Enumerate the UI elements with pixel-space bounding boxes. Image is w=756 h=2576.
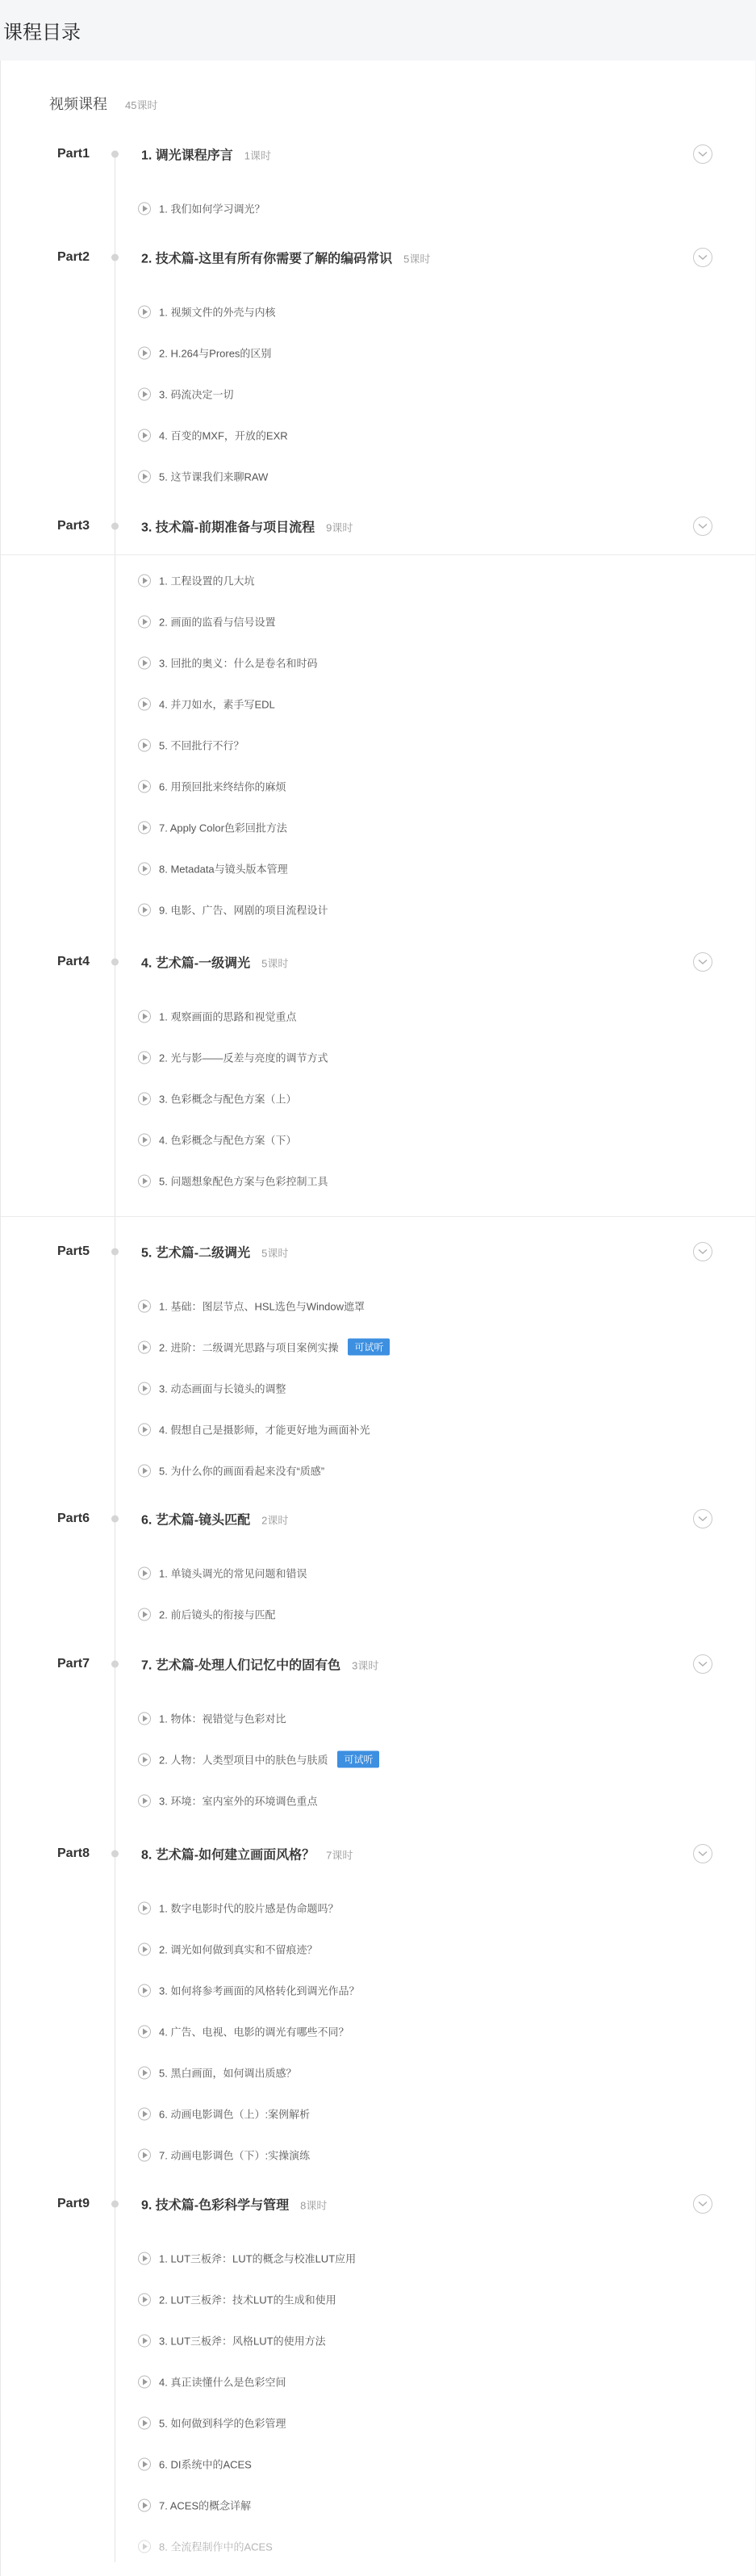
lesson-title: 4. 真正读懂什么是色彩空间 — [159, 2376, 286, 2389]
lesson-item[interactable] — [138, 1566, 307, 1581]
lesson-item[interactable] — [138, 2498, 251, 2513]
trial-badge[interactable]: 可试听 — [337, 1751, 379, 1768]
lesson-title: 1. 我们如何学习调光？ — [159, 203, 265, 215]
lesson-item[interactable] — [138, 820, 287, 835]
lesson-title: 9. 电影、广告、网剧的项目流程设计 — [159, 904, 328, 917]
lesson-title: 1. 单镜头调光的常见问题和错误 — [159, 1567, 307, 1580]
chevron-down-icon[interactable] — [693, 1242, 712, 1261]
part-label: Part6 — [57, 1512, 90, 1525]
chapter-hours: 5课时 — [261, 957, 289, 970]
play-icon — [138, 862, 151, 875]
page-title: 课程目录 — [3, 22, 81, 44]
chapter-hours: 8课时 — [300, 2199, 328, 2212]
play-icon — [138, 1712, 151, 1725]
play-icon — [138, 1566, 151, 1579]
play-icon — [138, 1010, 151, 1022]
lesson-title: 5. 为什么你的画面看起来没有“质感” — [159, 1465, 325, 1478]
chapter-header — [141, 1243, 288, 1261]
lesson-title: 3. 环境：室内室外的环境调色重点 — [159, 1795, 318, 1808]
lesson-title: 6. 用预回批来终结你的麻烦 — [159, 780, 286, 793]
play-icon — [138, 1174, 151, 1187]
timeline-dot — [111, 151, 119, 158]
chapter-hours: 7课时 — [326, 1849, 353, 1862]
play-icon — [138, 2252, 151, 2264]
lesson-title: 5. 如何做到科学的色彩管理 — [159, 2417, 286, 2430]
play-icon — [138, 1464, 151, 1477]
chapter-header — [141, 1510, 288, 1528]
trial-badge[interactable]: 可试听 — [348, 1339, 390, 1356]
lesson-title: 3. 动态画面与长镜头的调整 — [159, 1382, 286, 1395]
lesson-item[interactable] — [138, 1173, 328, 1189]
play-icon — [138, 470, 151, 483]
lesson-title: 6. 动画电影调色（上）:案例解析 — [159, 2108, 311, 2121]
lesson-item[interactable] — [138, 1942, 317, 1957]
lesson-item[interactable] — [138, 469, 268, 484]
lesson-title: 2. 前后镜头的衔接与匹配 — [159, 1608, 276, 1621]
lesson-item[interactable] — [138, 1091, 296, 1106]
lesson-title: 1. 基础：图层节点、HSL选色与Window遮罩 — [159, 1300, 365, 1313]
lesson-item[interactable] — [138, 2065, 296, 2080]
lesson-item[interactable] — [138, 1132, 296, 1148]
lesson-title: 2. 调光如何做到真实和不留痕迹？ — [159, 1943, 318, 1956]
lesson-title: 8. 全流程制作中的ACES — [159, 2540, 273, 2553]
play-icon — [138, 2334, 151, 2347]
part-label: Part9 — [57, 2197, 90, 2210]
lesson-item[interactable] — [138, 2415, 286, 2431]
lesson-title: 2. 光与影——反差与亮度的调节方式 — [159, 1052, 328, 1064]
lesson-title: 3. LUT三板斧：风格LUT的使用方法 — [159, 2335, 326, 2348]
lesson-item[interactable] — [138, 1901, 338, 1916]
play-icon — [138, 697, 151, 710]
play-icon — [138, 2416, 151, 2429]
chapter-title: 8. 艺术篇-如何建立画面风格？ — [141, 1848, 315, 1863]
chapter-header — [141, 1655, 378, 1674]
lesson-item[interactable] — [138, 1607, 275, 1622]
chapter-header — [141, 2195, 327, 2214]
lesson-item[interactable] — [138, 387, 233, 402]
part-label: Part1 — [57, 147, 90, 161]
lesson-item[interactable] — [138, 779, 286, 794]
lesson-title: 7. Apply Color色彩回批方法 — [159, 822, 287, 834]
lesson-title: 3. 如何将参考画面的风格转化到调光作品？ — [159, 1984, 360, 1997]
play-icon — [138, 2540, 151, 2553]
play-icon — [138, 1299, 151, 1312]
chapter-hours: 9课时 — [326, 521, 353, 534]
chevron-down-icon[interactable] — [693, 2194, 712, 2214]
play-icon — [138, 346, 151, 359]
chapter-title: 3. 技术篇-前期准备与项目流程 — [141, 521, 315, 535]
chapter-title: 4. 艺术篇-一级调光 — [141, 956, 251, 971]
lesson-item[interactable] — [138, 2374, 286, 2390]
lesson-item[interactable] — [138, 1339, 390, 1356]
lesson-item[interactable] — [138, 2106, 310, 2122]
lesson-item[interactable] — [138, 1711, 286, 1726]
chapter-header — [141, 517, 353, 536]
play-icon — [138, 305, 151, 318]
lesson-item[interactable] — [138, 2539, 273, 2554]
play-icon — [138, 1133, 151, 1146]
play-icon — [138, 1901, 151, 1914]
lesson-item[interactable] — [138, 428, 288, 443]
video-section-count: 45课时 — [125, 99, 158, 111]
play-icon — [138, 1340, 151, 1353]
play-icon — [138, 1092, 151, 1105]
play-icon — [138, 574, 151, 587]
play-icon — [138, 429, 151, 441]
play-icon — [138, 656, 151, 669]
timeline-dot — [111, 1850, 119, 1858]
lesson-item[interactable] — [138, 861, 288, 876]
lesson-title: 2. LUT三板斧：技术LUT的生成和使用 — [159, 2294, 336, 2306]
lesson-item[interactable] — [138, 201, 265, 216]
part-label: Part4 — [57, 955, 90, 968]
chapter-header — [141, 953, 288, 972]
play-icon — [138, 1984, 151, 1997]
lesson-title: 3. 码流决定一切 — [159, 388, 234, 401]
lesson-title: 7. ACES的概念详解 — [159, 2499, 252, 2512]
lesson-item[interactable] — [138, 573, 254, 588]
chapter-title: 9. 技术篇-色彩科学与管理 — [141, 2198, 290, 2213]
timeline-dot — [111, 1516, 119, 1523]
part-label: Part2 — [57, 250, 90, 264]
play-icon — [138, 387, 151, 400]
play-icon — [138, 1382, 151, 1395]
chevron-down-icon[interactable] — [693, 516, 712, 536]
part-label: Part3 — [57, 519, 90, 533]
lesson-title: 7. 动画电影调色（下）:实操演练 — [159, 2149, 311, 2162]
play-icon — [138, 2293, 151, 2306]
play-icon — [138, 1608, 151, 1620]
lesson-item[interactable] — [138, 2333, 326, 2348]
play-icon — [138, 2375, 151, 2388]
lesson-title: 6. DI系统中的ACES — [159, 2458, 252, 2471]
chapter-header — [141, 1845, 353, 1863]
lesson-title: 4. 百变的MXF，开放的EXR — [159, 429, 288, 442]
chapter-hours: 5课时 — [261, 1247, 289, 1260]
play-icon — [138, 2025, 151, 2038]
play-icon — [138, 2499, 151, 2511]
lesson-item[interactable] — [138, 614, 275, 629]
lesson-item[interactable] — [138, 2251, 356, 2266]
play-icon — [138, 2457, 151, 2470]
lesson-title: 5. 这节课我们来聊RAW — [159, 470, 269, 483]
part-label: Part7 — [57, 1657, 90, 1671]
chapter-header — [141, 145, 271, 164]
lesson-title: 2. 进阶：二级调光思路与项目案例实操 — [159, 1341, 339, 1354]
play-icon — [138, 1942, 151, 1955]
lesson-item[interactable] — [138, 1463, 324, 1478]
part-label: Part8 — [57, 1846, 90, 1860]
play-icon — [138, 1423, 151, 1436]
timeline-dot — [111, 1248, 119, 1256]
play-icon — [138, 202, 151, 215]
lesson-item[interactable] — [138, 2024, 349, 2039]
lesson-title: 4. 广告、电视、电影的调光有哪些不同？ — [159, 2026, 349, 2039]
timeline-dot — [111, 254, 119, 261]
lesson-title: 4. 假想自己是摄影师，才能更好地为画面补光 — [159, 1424, 370, 1436]
play-icon — [138, 1794, 151, 1807]
timeline-dot — [111, 523, 119, 530]
chevron-down-icon[interactable] — [693, 248, 712, 267]
section-divider — [1, 554, 755, 555]
play-icon — [138, 903, 151, 916]
chapter-header — [141, 249, 430, 267]
play-icon — [138, 780, 151, 792]
chapter-title: 2. 技术篇-这里有所有你需要了解的编码常识 — [141, 252, 393, 266]
lesson-item[interactable] — [138, 1751, 379, 1768]
timeline-dot — [111, 2201, 119, 2208]
lesson-item[interactable] — [138, 1298, 365, 1314]
lesson-item[interactable] — [138, 1381, 286, 1396]
course-catalog-card — [0, 61, 755, 2576]
lesson-item[interactable] — [138, 1983, 359, 1998]
chevron-down-icon[interactable] — [693, 1844, 712, 1863]
chapter-title: 1. 调光课程序言 — [141, 148, 233, 163]
chapter-title: 7. 艺术篇-处理人们记忆中的固有色 — [141, 1658, 341, 1673]
play-icon — [138, 2107, 151, 2120]
play-icon — [138, 1051, 151, 1064]
chevron-down-icon[interactable] — [693, 1654, 712, 1674]
lesson-title: 1. LUT三板斧：LUT的概念与校准LUT应用 — [159, 2252, 357, 2265]
lesson-title: 5. 黑白画面，如何调出质感？ — [159, 2067, 297, 2080]
chapter-hours: 3课时 — [352, 1659, 379, 1672]
lesson-title: 8. Metadata与镜头版本管理 — [159, 863, 288, 876]
timeline-dot — [111, 1661, 119, 1668]
lesson-title: 2. 人物：人类型项目中的肤色与肤质 — [159, 1754, 328, 1767]
timeline-dot — [111, 959, 119, 966]
lesson-item[interactable] — [138, 902, 328, 918]
lesson-item[interactable] — [138, 1050, 328, 1065]
part-label: Part5 — [57, 1244, 90, 1258]
lesson-title: 1. 数字电影时代的胶片感是伪命题吗？ — [159, 1902, 339, 1915]
lesson-item[interactable] — [138, 655, 317, 671]
play-icon — [138, 2066, 151, 2079]
play-icon — [138, 2148, 151, 2161]
lesson-title: 4. 并刀如水，素手写EDL — [159, 698, 275, 711]
play-icon — [138, 615, 151, 628]
play-icon — [138, 1753, 151, 1766]
lesson-title: 5. 不回批行不行？ — [159, 739, 244, 752]
play-icon — [138, 821, 151, 834]
lesson-item[interactable] — [138, 696, 275, 712]
video-section-header — [49, 93, 157, 114]
lesson-title: 2. H.264与Prores的区别 — [159, 347, 272, 360]
play-icon — [138, 738, 151, 751]
lesson-title: 2. 画面的监看与信号设置 — [159, 616, 276, 629]
lesson-item[interactable] — [138, 1793, 317, 1809]
lesson-item[interactable] — [138, 2292, 336, 2307]
chapter-hours: 1课时 — [244, 149, 272, 162]
chevron-down-icon[interactable] — [693, 1509, 712, 1528]
lesson-item[interactable] — [138, 2457, 252, 2472]
lesson-item[interactable] — [138, 1422, 370, 1437]
lesson-item[interactable] — [138, 1009, 296, 1024]
lesson-title: 1. 工程设置的几大坑 — [159, 575, 255, 588]
page-header — [0, 0, 756, 61]
lesson-title: 1. 观察画面的思路和视觉重点 — [159, 1010, 297, 1023]
section-divider — [1, 1216, 755, 1217]
lesson-item[interactable] — [138, 738, 244, 753]
lesson-item[interactable] — [138, 304, 275, 320]
chapter-hours: 5课时 — [403, 253, 431, 266]
chapter-title: 6. 艺术篇-镜头匹配 — [141, 1513, 251, 1528]
chevron-down-icon[interactable] — [693, 952, 712, 972]
video-section-title: 视频课程 — [49, 96, 107, 112]
lesson-title: 5. 问题想象配色方案与色彩控制工具 — [159, 1175, 328, 1188]
lesson-title: 4. 色彩概念与配色方案（下） — [159, 1134, 297, 1147]
lesson-title: 1. 视频文件的外壳与内核 — [159, 306, 276, 319]
chapter-hours: 2课时 — [261, 1514, 289, 1527]
chevron-down-icon[interactable] — [693, 144, 712, 164]
lesson-title: 3. 色彩概念与配色方案（上） — [159, 1093, 297, 1106]
chapter-title: 5. 艺术篇-二级调光 — [141, 1246, 251, 1261]
lesson-item[interactable] — [138, 2147, 310, 2163]
lesson-title: 1. 物体：视错觉与色彩对比 — [159, 1712, 286, 1725]
lesson-item[interactable] — [138, 345, 271, 361]
lesson-title: 3. 回批的奥义：什么是卷名和时码 — [159, 657, 318, 670]
